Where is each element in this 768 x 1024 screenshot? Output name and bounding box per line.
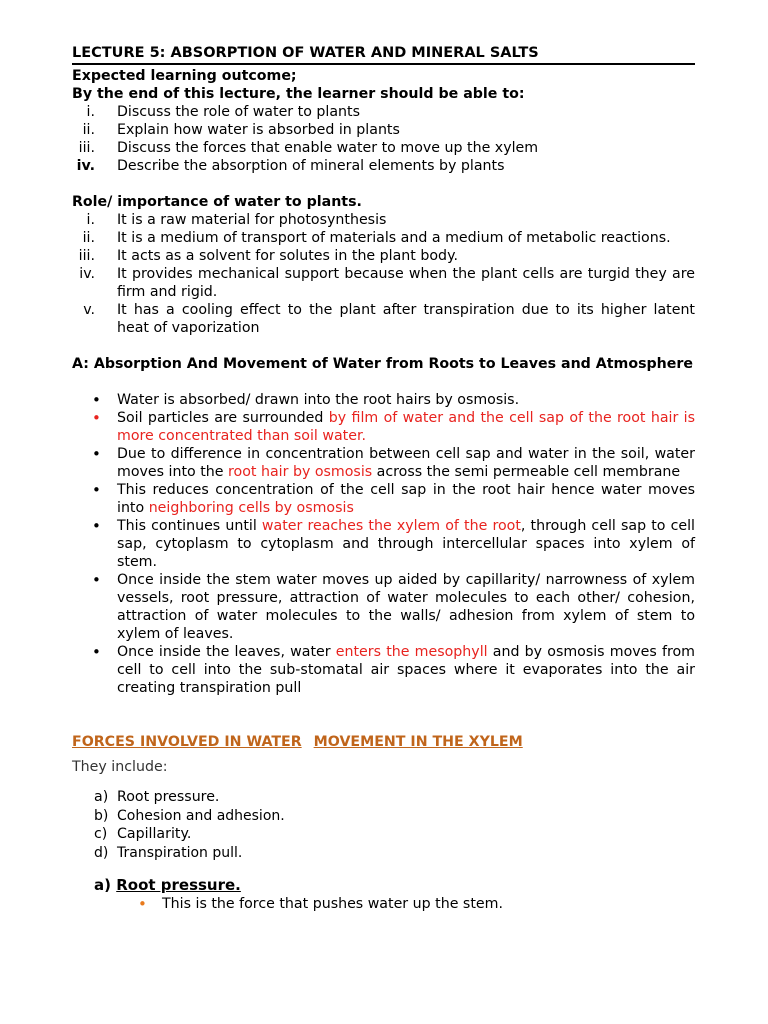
list-item: ii. Explain how water is absorbed in plants	[82, 122, 400, 138]
list-item: c) Capillarity.	[94, 826, 192, 842]
role-list	[72, 211, 695, 337]
outcome-heading: Expected learning outcome;	[72, 68, 297, 84]
forces-intro: They include:	[72, 759, 168, 775]
section-a-bullets	[72, 391, 695, 697]
section-a-heading: A: Absorption And Movement of Water from Roots to Leaves and Atmosphere	[72, 356, 694, 372]
list-item: • Water is absorbed/ drawn into the root hairs by osmosis.	[92, 391, 520, 409]
highlight-text: enters the mesophyll	[335, 644, 488, 660]
root-pressure-heading: a) Root pressure.	[94, 876, 241, 894]
role-heading: Role/ importance of water to plants.	[72, 194, 362, 210]
list-item: • This reduces concentration of the cell sap in the root hair hence water moves into neighboring cells by osmosis	[92, 481, 695, 516]
list-item: d) Transpiration pull.	[94, 844, 243, 861]
list-item: iv. Describe the absorption of mineral elements by plants	[76, 158, 505, 174]
list-item: v. It has a cooling effect to the plant after transpiration due to its higher latent heat of vaporization	[83, 302, 695, 336]
list-item: • This is the force that pushes water up the stem.	[138, 895, 503, 913]
highlight-text: water reaches the xylem of the root	[261, 518, 521, 534]
forces-list	[72, 788, 695, 862]
document-page	[72, 44, 695, 913]
list-item: • Soil particles are surrounded by film of water and the cell sap of the root hair is more concentrated than soil water.	[92, 409, 695, 444]
list-item: • Due to difference in concentration between cell sap and water in the soil, water moves into the root hair by osmosis across the semi permeable cell membrane	[92, 445, 695, 480]
list-item: i. It is a raw material for photosynthesis	[86, 212, 387, 228]
list-item: • This continues until water reaches the xylem of the root, through cell sap to cell sap, cytoplasm to cytoplasm and through intercellular spaces into xylem of stem.	[92, 517, 695, 570]
list-item: iv. It provides mechanical support because when the plant cells are turgid they are firm and rigid.	[79, 266, 695, 300]
bullet-icon: •	[92, 571, 101, 589]
bullet-icon: •	[92, 409, 101, 427]
list-item: b) Cohesion and adhesion.	[94, 807, 285, 824]
list-item: iii. Discuss the forces that enable water to move up the xylem	[78, 140, 539, 156]
list-item: a) Root pressure.	[94, 789, 220, 805]
outcome-list	[72, 103, 695, 175]
highlight-text: by film of water and the cell sap of the root hair is more concentrated than soil water.	[117, 410, 695, 444]
bullet-icon: •	[92, 391, 101, 409]
highlight-text: root hair by osmosis	[228, 464, 373, 480]
lecture-title: LECTURE 5: ABSORPTION OF WATER AND MINERAL SALTS	[72, 44, 695, 65]
bullet-icon: •	[92, 445, 101, 463]
outcome-intro: By the end of this lecture, the learner should be able to:	[72, 86, 525, 102]
bullet-icon: •	[138, 895, 147, 913]
list-item: • Once inside the leaves, water enters the mesophyll and by osmosis moves from cell to cell into the sub-stomatal air spaces where it evaporates into the air creating transpiration pull	[92, 643, 695, 696]
list-item: • Once inside the stem water moves up aided by capillarity/ narrowness of xylem vessels, root pressure, attraction of water molecules to each other/ cohesion, attraction of water molecules to the walls/ adhesion from xylem of stem to xylem of leaves.	[92, 571, 695, 642]
bullet-icon: •	[92, 643, 101, 661]
list-item: ii. It is a medium of transport of materials and a medium of metabolic reactions.	[82, 230, 671, 246]
list-item: iii. It acts as a solvent for solutes in the plant body.	[78, 248, 458, 264]
bullet-icon: •	[92, 481, 101, 499]
list-item: i. Discuss the role of water to plants	[86, 104, 360, 120]
forces-heading: FORCES INVOLVED IN WATER MOVEMENT IN THE XYLEM	[72, 734, 523, 750]
highlight-text: neighboring cells by osmosis	[148, 500, 354, 516]
bullet-icon: •	[92, 517, 101, 535]
